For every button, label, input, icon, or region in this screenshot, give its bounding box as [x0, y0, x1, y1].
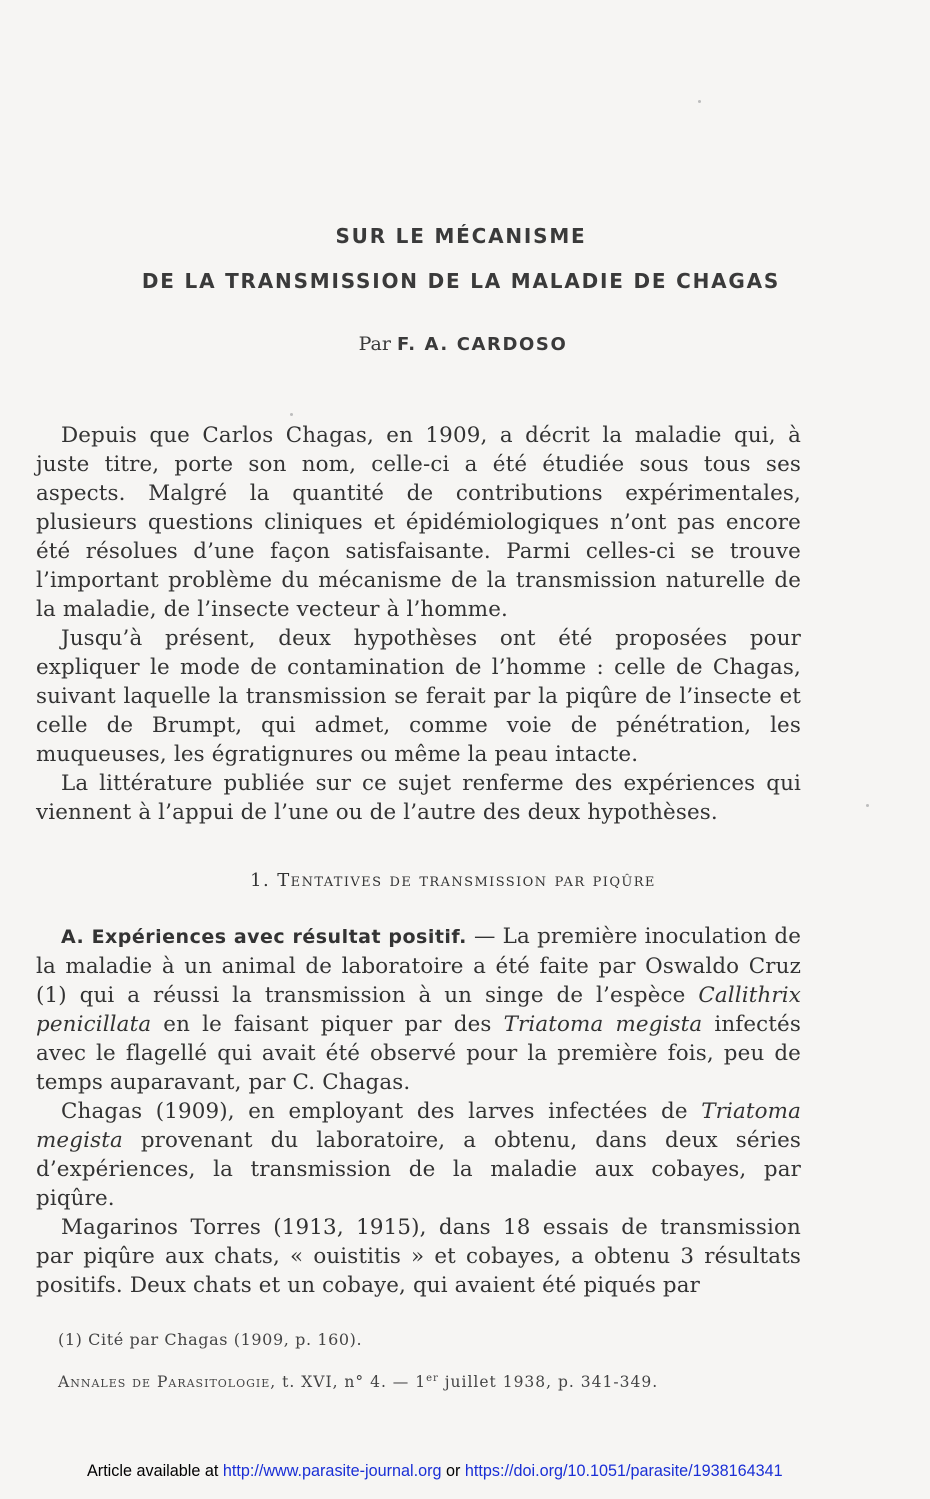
- journal-date-pages: juillet 1938, p. 341-349.: [438, 1373, 659, 1392]
- intro-text: [36, 421, 801, 827]
- section-title: Tentatives de transmission par piqûre: [277, 870, 656, 891]
- text-run: provenant du laboratoire, a obtenu, dans deux séries d’expériences, la transmission de la maladie aux cobayes, par piqûre.: [36, 1128, 801, 1211]
- journal-citation: [58, 1373, 658, 1391]
- scan-speck: [698, 100, 701, 103]
- intro-paragraph-3: La littérature publiée sur ce sujet renferme des expériences qui viennent à l’appui de l’une ou de l’autre des deux hypothèses.: [36, 771, 801, 825]
- article-title-line-1: SUR LE MÉCANISME: [335, 224, 587, 248]
- section-a-paragraph-1: [36, 922, 801, 1097]
- intro-paragraph-2: Jusqu’à présent, deux hypothèses ont été proposées pour expliquer le mode de contamination de l’homme : celle de Chagas, suivant laquelle la transmission se ferait par la piqûre de l’insecte et celle de Brumpt, qui admet, comme voie de pénétration, les muqueuses, les égratignures ou même la peau intacte.: [36, 626, 801, 767]
- text-run: Chagas (1909), en employant des larves infectées de: [61, 1099, 702, 1124]
- availability-prefix: Article available at: [87, 1462, 223, 1480]
- author-line: [0, 333, 928, 355]
- author-name: F. A. CARDOSO: [396, 334, 568, 355]
- text-run: en le faisant piquer par des: [151, 1012, 504, 1037]
- section-a-text: [36, 922, 801, 1300]
- text-run: infectés avec le flagellé qui avait été observé pour la première fois, peu de temps auparavant, par C. Chagas.: [36, 1012, 801, 1095]
- section-a-paragraph-3: Magarinos Torres (1913, 1915), dans 18 essais de transmission par piqûre aux chats, « ouistitis » et cobayes, a obtenu 3 résultats positifs. Deux chats et un cobaye, qui avaient été piqués par: [36, 1215, 801, 1298]
- species-name: Triatoma megista: [36, 1099, 801, 1153]
- author-prefix: Par: [358, 333, 391, 355]
- journal-name: Annales de Parasitologie: [58, 1373, 271, 1392]
- section-heading: [0, 870, 918, 891]
- journal-volume: , t. XVI, n° 4. — 1: [270, 1373, 427, 1392]
- section-a-paragraph-2: [36, 1097, 801, 1213]
- section-number: 1.: [250, 870, 271, 891]
- species-name: Triatoma megista: [503, 1012, 703, 1037]
- availability-footer: [87, 1462, 783, 1481]
- footnote: (1) Cité par Chagas (1909, p. 160).: [58, 1330, 363, 1349]
- article-title-line-2: DE LA TRANSMISSION DE LA MALADIE DE CHAGAS: [141, 269, 781, 293]
- journal-website-link[interactable]: http://www.parasite-journal.org: [222, 1462, 442, 1480]
- doi-link[interactable]: https://doi.org/10.1051/parasite/1938164341: [464, 1462, 783, 1480]
- species-name: Callithrix penicillata: [36, 983, 801, 1037]
- subsection-heading: A. Expériences avec résultat positif.: [61, 926, 467, 948]
- scan-speck: [866, 804, 869, 807]
- text-run: — La première inoculation de la maladie à un animal de laboratoire a été faite par Oswaldo Cruz (1) qui a réussi la transmission à un singe de l’espèce: [36, 924, 802, 1008]
- availability-or: or: [441, 1462, 465, 1480]
- scan-speck: [290, 413, 293, 416]
- ordinal-suffix: er: [426, 1373, 439, 1384]
- intro-paragraph-1: Depuis que Carlos Chagas, en 1909, a décrit la maladie qui, à juste titre, porte son nom, celle-ci a été étudiée sous tous ses aspects. Malgré la quantité de contributions expérimentales, plusieurs questions cliniques et épidémiologiques n’ont pas encore été résolues d’une façon satisfaisante. Parmi celles-ci se trouve l’important problème du mécanisme de la transmission naturelle de la maladie, de l’insecte vecteur à l’homme.: [36, 423, 801, 622]
